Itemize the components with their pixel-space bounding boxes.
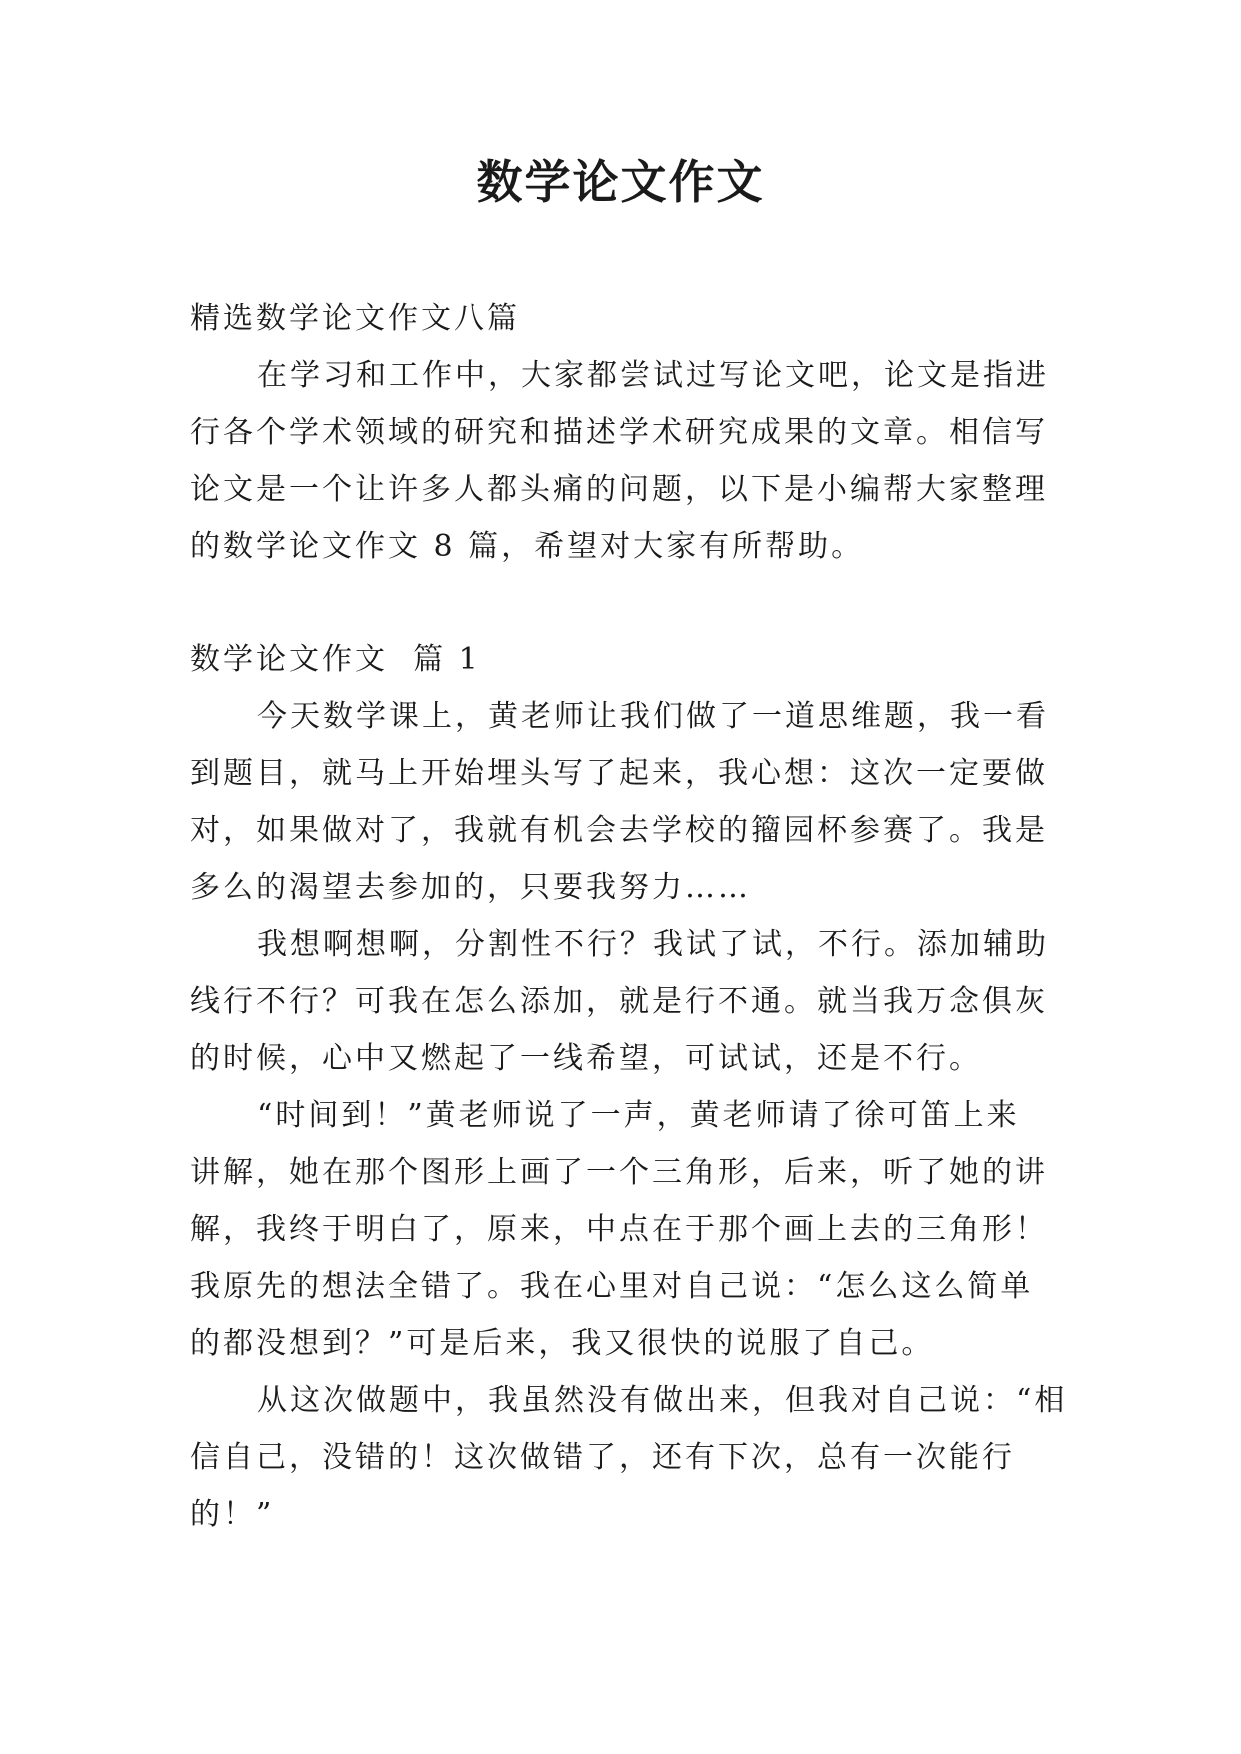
intro-line: 在学习和工作中，大家都尝试过写论文吧，论文是指进	[257, 358, 1049, 393]
document-subtitle: 精选数学论文作文八篇	[190, 301, 520, 336]
section-paragraph	[190, 916, 1060, 1087]
paragraph-line: 从这次做题中，我虽然没有做出来，但我对自己说：“相	[257, 1383, 1068, 1418]
paragraph-line: 我想啊想啊，分割性不行？我试了试，不行。添加辅助	[257, 927, 1049, 962]
paragraph-line: 的！”	[190, 1497, 275, 1532]
paragraph-line: 的都没想到？”可是后来，我又很快的说服了自己。	[190, 1326, 935, 1361]
paragraph-line: 讲解，她在那个图形上画了一个三角形，后来，听了她的讲	[190, 1155, 1048, 1190]
paragraph-line: 线行不行？可我在怎么添加，就是行不通。就当我万念俱灰	[190, 984, 1048, 1019]
paragraph-line: 今天数学课上，黄老师让我们做了一道思维题，我一看	[257, 699, 1049, 734]
paragraph-line: 对，如果做对了，我就有机会去学校的籀园杯参赛了。我是	[190, 813, 1048, 848]
intro-line: 论文是一个让许多人都头痛的问题，以下是小编帮大家整理	[190, 472, 1048, 507]
intro-line: 行各个学术领域的研究和描述学术研究成果的文章。相信写	[190, 415, 1048, 450]
intro-line: 的数学论文作文 8 篇，希望对大家有所帮助。	[190, 529, 865, 564]
section-paragraph	[190, 1372, 1068, 1543]
paragraph-line: “时间到！”黄老师说了一声，黄老师请了徐可笛上来	[257, 1098, 1020, 1133]
paragraph-line: 解，我终于明白了，原来，中点在于那个画上去的三角形！	[190, 1212, 1048, 1247]
paragraph-line: 多么的渴望去参加的，只要我努力……	[190, 870, 751, 905]
paragraph-line: 信自己，没错的！这次做错了，还有下次，总有一次能行	[190, 1440, 1015, 1475]
intro-paragraph	[190, 347, 1060, 575]
document-body	[190, 290, 1068, 1543]
section-paragraph	[190, 688, 1060, 916]
section-spacer	[190, 575, 1060, 631]
paragraph-line: 的时候，心中又燃起了一线希望，可试试，还是不行。	[190, 1041, 982, 1076]
paragraph-line: 我原先的想法全错了。我在心里对自己说：“怎么这么简单	[190, 1269, 1034, 1304]
section-heading: 数学论文作文 篇 1	[190, 642, 481, 677]
document-title: 数学论文作文	[476, 155, 765, 209]
section-paragraph	[190, 1087, 1060, 1372]
paragraph-line: 到题目，就马上开始埋头写了起来，我心想：这次一定要做	[190, 756, 1048, 791]
